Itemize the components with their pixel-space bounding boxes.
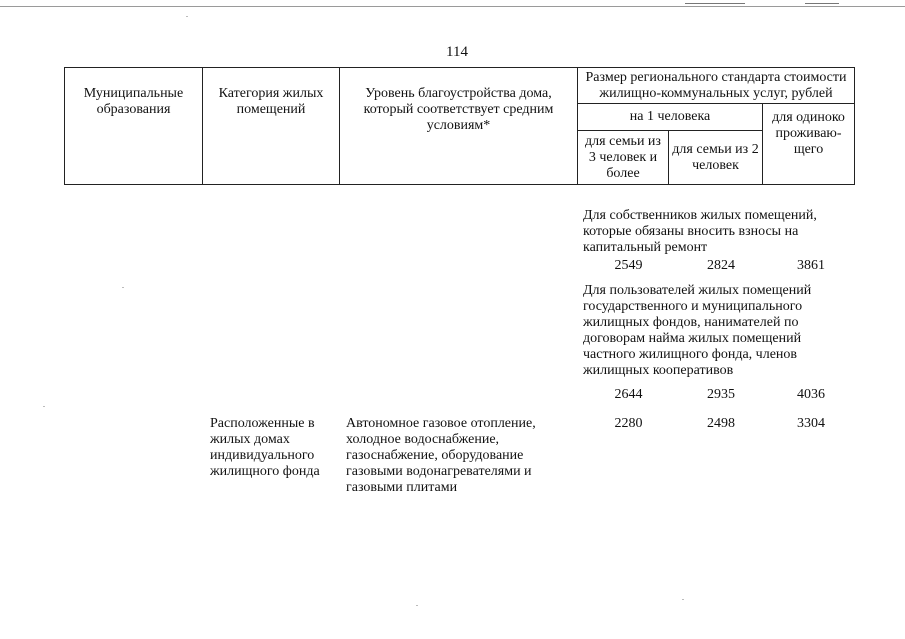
header-standard-size: Размер регионального стандарта стоимости жилищно-коммунальных услуг, рублей — [578, 68, 855, 104]
header-housing-category: Категория жилых помещений — [203, 68, 340, 185]
header-family-3-plus: для семьи из 3 человек и более — [578, 131, 669, 185]
scan-edge-line — [0, 6, 905, 7]
scan-speck — [416, 605, 418, 606]
row-improvement-level: Автономное газовое отопление, холодное водоснабжение, газоснабжение, оборудование газовыми водонагревателями и газовыми плитами — [346, 416, 536, 495]
value-row-single: 3304 — [797, 416, 825, 431]
header-per-person: на 1 человека — [578, 104, 763, 131]
header-single-resident: для одиноко проживаю-щего — [763, 104, 855, 185]
scan-speck — [122, 287, 124, 288]
header-municipalities: Муниципальные образования — [65, 68, 203, 185]
value-users-family-3-plus: 2644 — [614, 387, 643, 402]
value-row-family-3-plus: 2280 — [614, 416, 643, 431]
value-owners-single: 3861 — [797, 258, 825, 273]
page-number: 114 — [446, 44, 468, 60]
group-label-users: Для пользователей жилых помещений государственного и муниципального жилищных фондов, нанимателей по договорам найма жилых помещений частного жилищного фонда, членов жилищных кооперативов — [583, 283, 812, 378]
value-owners-family-3-plus: 2549 — [614, 258, 643, 273]
row-housing-category: Расположенные в жилых домах индивидуального жилищного фонда — [210, 416, 320, 479]
scan-edge-mark — [805, 3, 839, 4]
value-users-family-2: 2935 — [707, 387, 735, 402]
value-owners-family-2: 2824 — [707, 258, 735, 273]
header-family-2: для семьи из 2 человек — [669, 131, 763, 185]
scan-speck — [43, 406, 45, 407]
group-label-owners: Для собственников жилых помещений, которые обязаны вносить взносы на капитальный ремонт — [583, 208, 817, 255]
scan-edge-mark — [685, 3, 745, 4]
value-row-family-2: 2498 — [707, 416, 735, 431]
scan-speck — [682, 599, 684, 600]
header-improvement-level: Уровень благоустройства дома, который соответствует средним условиям* — [340, 68, 578, 185]
value-users-single: 4036 — [797, 387, 825, 402]
standard-table-header — [64, 67, 855, 185]
scan-speck — [186, 16, 188, 17]
